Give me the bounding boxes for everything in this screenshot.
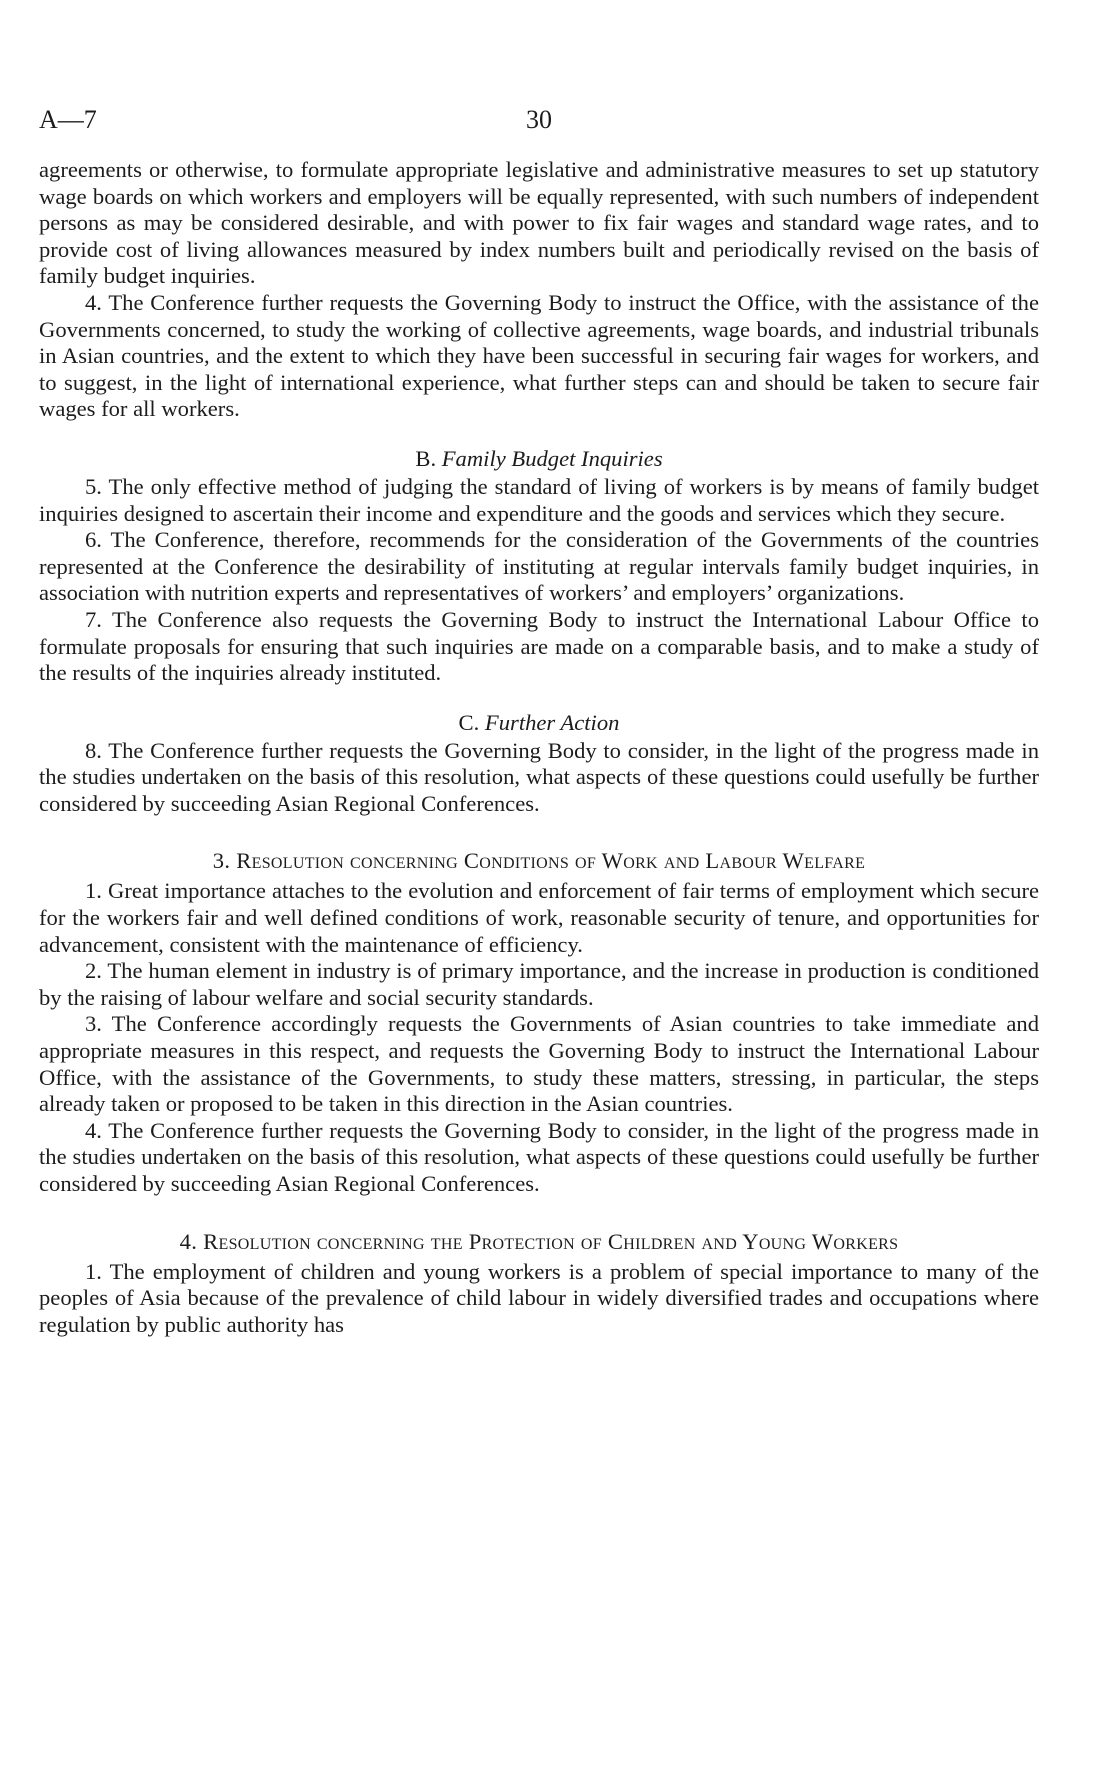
resolution-3-paragraph-3: 3. The Conference accordingly requests the Governments of Asian countries to take immediate and appropriate measures in this respect, and requests the Governing Body to instruct the International Labour Office, with the assistance of the Governments, to study these matters, stressing, in particular, the steps already taken or proposed to be taken in this direction in the Asian countries. — [39, 1011, 1039, 1117]
section-heading-c — [39, 709, 1039, 736]
section-letter: B. — [415, 445, 437, 471]
paragraph-8: 8. The Conference further requests the Governing Body to consider, in the light of the progress made in the studies undertaken on the basis of this resolution, what aspects of these questions could usefully be further considered by succeeding Asian Regional Conferences. — [39, 737, 1039, 816]
paragraph-7: 7. The Conference also requests the Governing Body to instruct the International Labour Office to formulate proposals for ensuring that such inquiries are made on a comparable basis, and to make a study of the results of the inquiries already instituted. — [39, 606, 1039, 686]
resolution-3-paragraph-2: 2. The human element in industry is of primary importance, and the increase in production is conditioned by the raising of labour welfare and social security standards. — [39, 958, 1039, 1010]
section-heading-b — [39, 445, 1039, 472]
section-title: Family Budget Inquiries — [441, 445, 663, 471]
paragraph-4: 4. The Conference further requests the Governing Body to instruct the Office, with the assistance of the Governments concerned, to study the working of collective agreements, wage boards, and industrial tribunals in Asian countries, and the extent to which they have been successful in securing fair wages for workers, and to suggest, in the light of international experience, what further steps can and should be taken to secure fair wages for all workers. — [39, 289, 1039, 422]
resolution-4-paragraph-1: 1. The employment of children and young workers is a problem of special importance to many of the peoples of Asia because of the prevalence of child labour in widely diversified trades and occupations where regulation by public authority has — [39, 1258, 1039, 1337]
resolution-4-heading: 4. Resolution concerning the Protection of Children and Young Workers — [179, 1228, 899, 1254]
paragraph-5: 5. The only effective method of judging the standard of living of workers is by means of family budget inquiries designed to ascertain their income and expenditure and the goods and services which they secure. — [39, 473, 1039, 526]
document-body — [39, 157, 1039, 1338]
paragraph-6: 6. The Conference, therefore, recommends for the consideration of the Governments of the countries represented at the Conference the desirability of instituting at regular intervals family budget inquiries, in association with nutrition experts and representatives of workers’ and employers’ organizations. — [39, 527, 1039, 606]
document-page — [39, 105, 1039, 1338]
section-title: Further Action — [484, 709, 620, 735]
paragraph-continued: agreements or otherwise, to formulate appropriate legislative and administrative measures to set up statutory wage boards on which workers and employers will be equally represented, with such numbers of independent persons as may be considered desirable, and with power to fix fair wages and standard wage rates, and to provide cost of living allowances measured by index numbers built and periodically revised on the basis of family budget inquiries. — [39, 157, 1039, 289]
page-header — [39, 105, 1039, 145]
resolution-3-paragraph-1: 1. Great importance attaches to the evolution and enforcement of fair terms of employment which secure for the workers fair and well defined conditions of work, reasonable security of tenure, and opportunities for advancement, consistent with the maintenance of efficiency. — [39, 878, 1039, 957]
section-letter: C. — [458, 709, 480, 735]
resolution-3-paragraph-4: 4. The Conference further requests the Governing Body to consider, in the light of the progress made in the studies undertaken on the basis of this resolution, what aspects of these questions could usefully be further considered by succeeding Asian Regional Conferences. — [39, 1117, 1039, 1196]
resolution-3-heading: 3. Resolution concerning Conditions of Work and Labour Welfare — [212, 848, 866, 874]
document-reference: A—7 — [39, 105, 97, 134]
page-number: 30 — [526, 105, 552, 134]
